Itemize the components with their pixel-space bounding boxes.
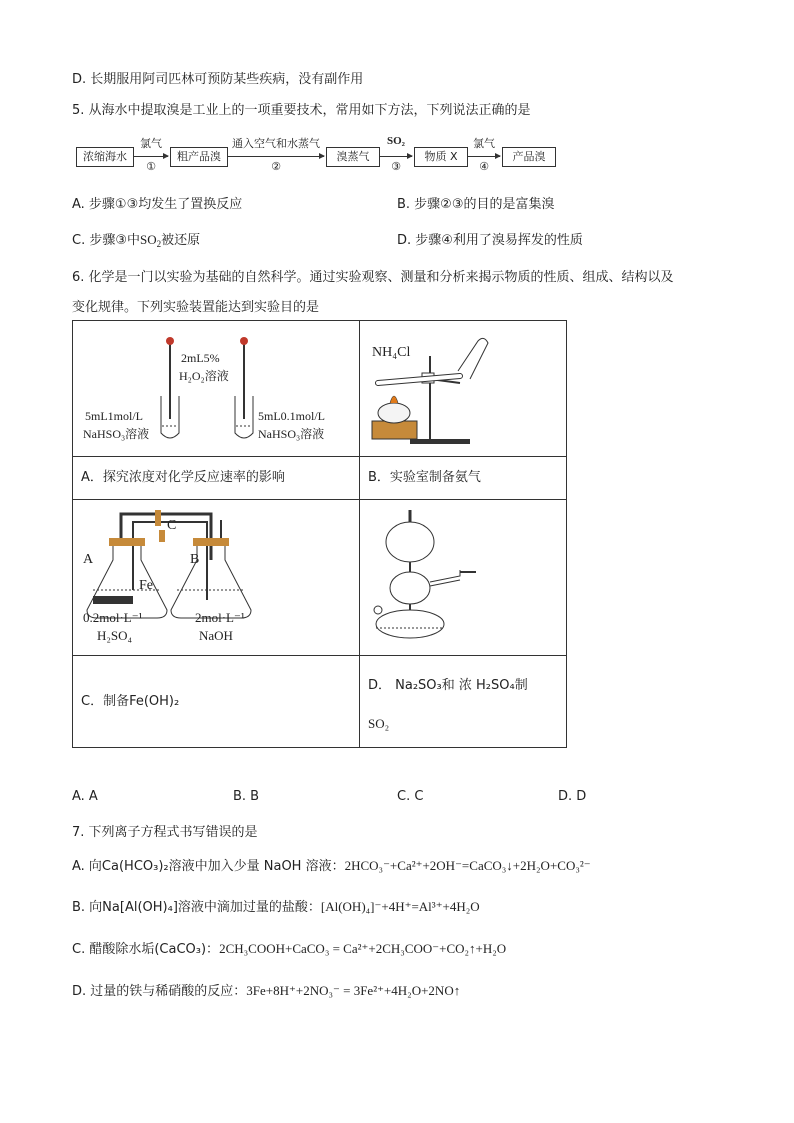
c-label-left-2: H₂SO₄ [97, 628, 133, 643]
c-label-c: C [167, 518, 177, 533]
q6-answer-d: D. D [558, 789, 587, 804]
q7-option-d [72, 980, 460, 999]
q6-answer-b: B. B [233, 789, 260, 804]
c-label-fe: Fe [139, 578, 153, 593]
flow-arrow-3-step: ③ [391, 160, 401, 173]
q6-apparatus-table [72, 320, 567, 748]
flow-arrow-4 [468, 156, 500, 157]
q7-option-c-text: C. 醋酸除水垢(CaCO₃)： [72, 942, 220, 957]
a-right-label-2: NaHSO₃溶液 [258, 427, 325, 441]
q7-option-a-text: A. 向Ca(HCO₃)₂溶液中加入少量 NaOH 溶液： [72, 859, 345, 874]
q7-option-b-equation: [Al(OH)₄]⁻+4H⁺=Al³⁺+4H₂O [320, 899, 480, 914]
flow-arrow-3-top: SO₂ [387, 135, 405, 147]
flow-box-crude-bromine: 粗产品溴 [170, 147, 228, 167]
cell-b-figure [359, 320, 567, 457]
q5-option-c-formula: SO [140, 232, 157, 247]
q6-answer-c: C. C [397, 789, 424, 804]
q6-answer-a: A. A [72, 789, 98, 804]
c-label-b: B [190, 552, 200, 567]
flow-box-product-bromine: 产品溴 [502, 147, 556, 167]
cell-b-caption [359, 456, 567, 500]
flow-arrow-1 [134, 156, 168, 157]
c-label-right-1: 2mol·L⁻¹ [195, 610, 245, 625]
q7-option-b [72, 896, 480, 915]
cell-d-caption [359, 655, 567, 748]
cell-d-figure [359, 499, 567, 656]
flow-arrow-2-step: ② [271, 160, 281, 173]
q7-option-b-text: B. 向Na[Al(OH)₄]溶液中滴加过量的盐酸： [72, 900, 321, 915]
flow-box-seawater: 浓缩海水 [76, 147, 134, 167]
q5-option-c-prefix: C. 步骤③中 [72, 233, 140, 248]
q7-option-d-equation: 3Fe+8H⁺+2NO₃⁻ = 3Fe²⁺+4H₂O+2NO↑ [246, 983, 461, 998]
q5-option-a: A. 步骤①③均发生了置换反应 [72, 197, 243, 212]
q5-option-d: D. 步骤④利用了溴易挥发的性质 [397, 233, 583, 248]
kipp-generator-figure [360, 500, 566, 655]
flow-arrow-2 [228, 156, 324, 157]
q6-stem-line-1: 6. 化学是一门以实验为基础的自然科学。通过实验观察、测量和分析来揭示物质的性质、组成、结构以及 [72, 270, 674, 285]
flow-arrow-1-step: ① [146, 160, 156, 173]
c-label-right-2: NaOH [199, 628, 233, 643]
flow-arrow-2-top: 通入空气和水蒸气 [232, 138, 320, 150]
q7-option-c [72, 938, 506, 957]
a-left-label-1: 5mL1mol/L [85, 409, 143, 423]
q5-option-c-sub: 2 [156, 239, 162, 249]
flow-arrow-4-top: 氯气 [473, 138, 495, 150]
a-top-label-2: H₂O₂溶液 [179, 369, 229, 383]
a-caption: A．探究浓度对化学反应速率的影响 [81, 470, 285, 485]
d-caption-line-2: SO₂ [368, 716, 390, 731]
cell-a-figure [72, 320, 360, 457]
flow-arrow-1-top: 氯气 [140, 138, 162, 150]
flow-arrow-4-step: ④ [479, 160, 489, 173]
q4-option-d: D. 长期服用阿司匹林可预防某些疾病，没有副作用 [72, 72, 364, 87]
q5-option-b: B. 步骤②③的目的是富集溴 [397, 197, 555, 212]
q7-option-a-equation: 2HCO₃⁻+Ca²⁺+2OH⁻=CaCO₃↓+2H₂O+CO₃²⁻ [344, 858, 591, 873]
q7-stem: 7. 下列离子方程式书写错误的是 [72, 825, 258, 840]
q7-option-d-text: D. 过量的铁与稀硝酸的反应： [72, 984, 247, 999]
a-top-label-1: 2mL5% [181, 351, 220, 365]
flow-box-bromine-vapor: 溴蒸气 [326, 147, 380, 167]
q7-option-c-equation: 2CH₃COOH+CaCO₃ = Ca²⁺+2CH₃COO⁻+CO₂↑+H₂O [219, 941, 507, 956]
cell-a-caption [72, 456, 360, 500]
q5-flow-chart [72, 137, 572, 177]
a-left-label-2: NaHSO₃溶液 [83, 427, 150, 441]
q6-stem-line-2: 变化规律。下列实验装置能达到实验目的是 [72, 300, 320, 315]
q5-stem: 5. 从海水中提取溴是工业上的一项重要技术，常用如下方法，下列说法正确的是 [72, 103, 531, 118]
ammonia-apparatus-figure [360, 321, 566, 456]
cell-c-figure [72, 499, 360, 656]
b-nh4cl-label: NH₄Cl [372, 345, 411, 360]
flow-arrow-3 [380, 156, 412, 157]
cell-c-caption [72, 655, 360, 748]
q5-option-c [72, 229, 200, 249]
c-label-left-1: 0.2mol·L⁻¹ [83, 610, 143, 625]
c-label-a: A [83, 552, 94, 567]
q7-option-a [72, 855, 591, 874]
c-caption: C．制备Fe(OH)₂ [81, 694, 180, 709]
q5-option-c-suffix: 被还原 [161, 233, 201, 248]
flow-box-substance-x: 物质 X [414, 147, 468, 167]
a-right-label-1: 5mL0.1mol/L [258, 409, 325, 423]
d-caption-line-1: D． Na₂SO₃和 浓 H₂SO₄制 [368, 678, 528, 693]
b-caption: B．实验室制备氨气 [368, 470, 481, 485]
